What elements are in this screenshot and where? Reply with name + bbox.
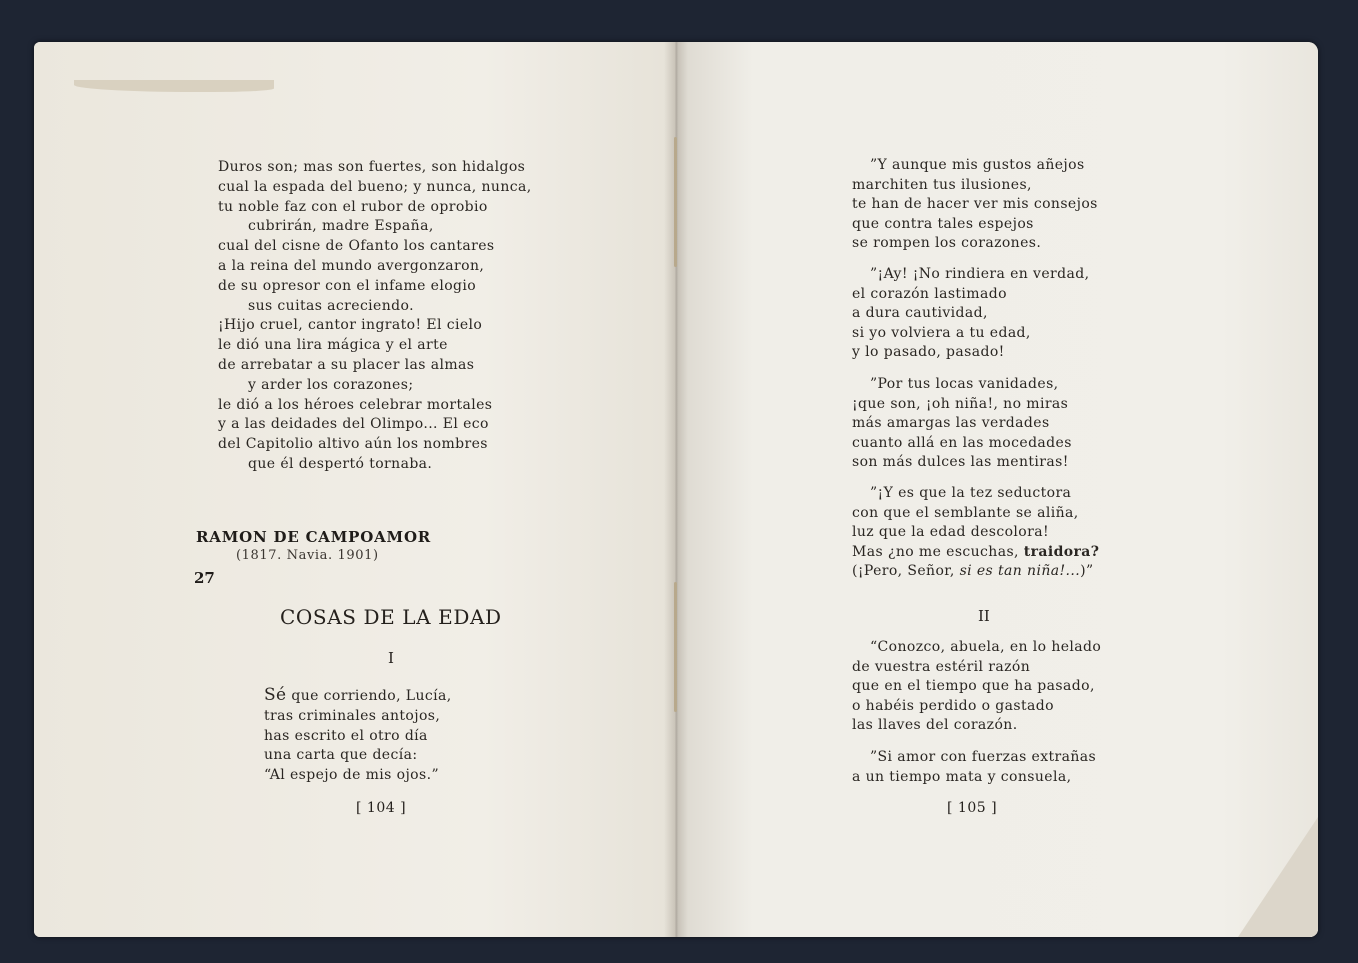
verse-line: ”¡Ay! ¡No rindiera en verdad, (870, 266, 1090, 282)
author-name: RAMON DE CAMPOAMOR (196, 528, 432, 546)
drop-cap: Sé (264, 685, 287, 705)
page-number-right: [ 105 ] (947, 800, 998, 816)
verse-line: el corazón lastimado (852, 285, 1007, 302)
opening-line-text: que corriendo, Lucía, (286, 688, 452, 704)
stanza-lines (852, 484, 1099, 543)
verse-line: a la reina del mundo avergonzaron, (218, 257, 485, 274)
verse-line (852, 543, 1099, 563)
section-numeral: II (978, 607, 990, 625)
verse-line: y a las deidades del Olimpo... El eco (218, 416, 489, 433)
verse-line: “Conozco, abuela, en lo helado (870, 639, 1102, 655)
stanza (852, 156, 1098, 254)
verse-line: a dura cautividad, (852, 305, 988, 322)
poem-title: COSAS DE LA EDAD (280, 605, 502, 629)
verse-line: te han de hacer ver mis consejos (852, 196, 1098, 213)
verse-line: a un tiempo mata y consuela, (852, 768, 1072, 785)
verse-line: le dió a los héroes celebrar mortales (218, 396, 493, 413)
verse-line: ”Por tus locas vanidades, (870, 376, 1059, 392)
verse-line: marchiten tus ilusiones, (852, 176, 1032, 193)
opening-stanza (264, 707, 452, 786)
verse-line: se rompen los corazones. (852, 235, 1042, 252)
open-book (34, 42, 1318, 937)
verse-line: son más dulces las mentiras! (852, 454, 1069, 471)
verse-line: ”Si amor con fuerzas extrañas (870, 749, 1097, 765)
verse-line: Duros son; mas son fuertes, son hidalgos (218, 159, 526, 175)
verse-line: tras criminales antojos, (264, 707, 441, 724)
verse-line: que él despertó tornaba. (248, 455, 433, 472)
verse-line: si yo volviera a tu edad, (852, 324, 1031, 341)
stanza (852, 375, 1072, 473)
verse-line: que contra tales espejos (852, 215, 1034, 232)
poem-number: 27 (194, 569, 215, 587)
verse-line: luz que la edad descolora! (852, 524, 1049, 541)
binding-stitch (674, 137, 677, 267)
verse-line: “Al espejo de mis ojos.” (264, 767, 440, 784)
stanza (852, 265, 1089, 363)
stanza (852, 638, 1101, 736)
verse-line: o habéis perdido o gastado (852, 697, 1054, 714)
verse-line: y lo pasado, pasado! (852, 344, 1005, 361)
verse-line: sus cuitas acreciendo. (248, 297, 414, 314)
verse-line: de arrebatar a su placer las almas (218, 356, 475, 373)
verse-line: las llaves del corazón. (852, 717, 1018, 734)
verse-line: ¡Hijo cruel, cantor ingrato! El cielo (218, 317, 483, 334)
stanza (852, 484, 1099, 582)
page-number-left: [ 104 ] (356, 800, 407, 816)
opening-line (264, 686, 452, 707)
stanza (852, 748, 1096, 787)
verse-line: de su opresor con el infame elogio (218, 277, 477, 294)
folded-corner (1238, 817, 1318, 937)
verse-line: con que el semblante se aliña, (852, 504, 1079, 521)
verse-line: ¡que son, ¡oh niña!, no miras (852, 395, 1069, 412)
verse-line: le dió una lira mágica y el arte (218, 337, 448, 354)
verse-line (852, 562, 1099, 582)
verse-line: cual del cisne de Ofanto los cantares (218, 238, 495, 255)
verse-line: una carta que decía: (264, 747, 418, 764)
verse-text: Mas ¿no me escuchas, (852, 543, 1024, 560)
verse-line: has escrito el otro día (264, 727, 428, 744)
verse-line: ”Y aunque mis gustos añejos (870, 157, 1085, 173)
section-numeral: I (388, 649, 394, 667)
verse-line: cubrirán, madre España, (248, 218, 434, 235)
verse-line: y arder los corazones; (248, 376, 414, 393)
verse-text: )” (1080, 563, 1094, 580)
verse-line: cual la espada del bueno; y nunca, nunca, (218, 178, 532, 195)
verse-italic: si es tan niña!... (959, 563, 1081, 580)
poem-excerpt (218, 158, 532, 475)
verse-line: tu noble faz con el rubor de oprobio (218, 198, 488, 215)
verse-line: del Capitolio altivo aún los nombres (218, 436, 488, 453)
verse-text: (¡Pero, Señor, (852, 563, 960, 580)
author-dates: (1817. Navia. 1901) (236, 548, 379, 563)
verse-line: cuanto allá en las mocedades (852, 434, 1072, 451)
binding-stitch (674, 582, 677, 712)
verse-line: que en el tiempo que ha pasado, (852, 678, 1095, 695)
poem-opening (264, 686, 452, 786)
verse-line: de vuestra estéril razón (852, 658, 1031, 675)
verse-line: ”¡Y es que la tez seductora (870, 485, 1072, 501)
verse-emphasis: traidora? (1023, 543, 1100, 560)
verse-line: más amargas las verdades (852, 415, 1050, 432)
